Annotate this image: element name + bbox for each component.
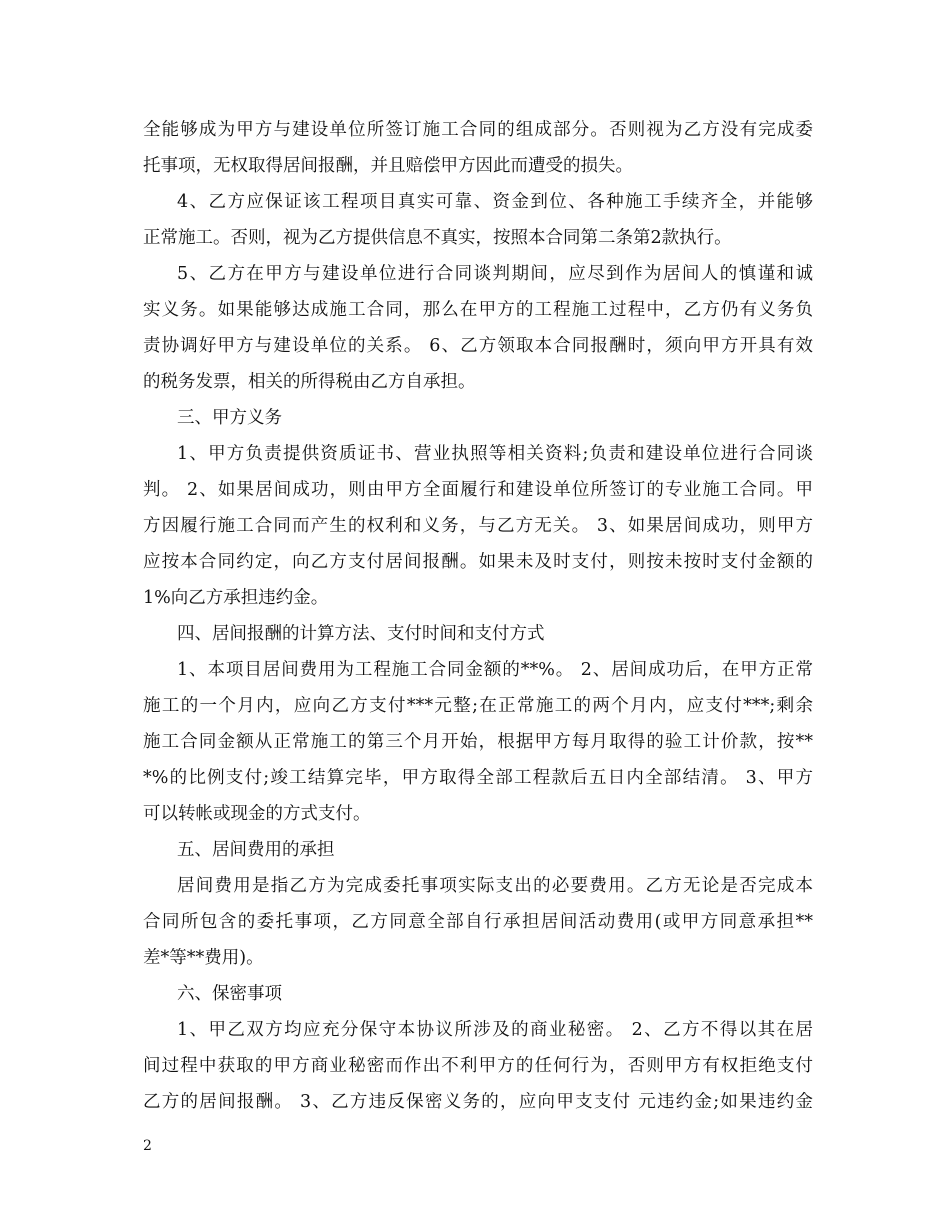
document-body xyxy=(143,112,813,1120)
text-line: 可以转帐或现金的方式支付。 xyxy=(143,804,371,824)
text-line: 1%向乙方承担违约金。 xyxy=(143,588,329,608)
text-line: 1、甲方负责提供资质证书、营业执照等相关资料;负责和建设单位进行合同谈 xyxy=(177,444,813,464)
text-line: 施工合同金额从正常施工的第三个月开始，根据甲方每月取得的验工计价款，按** xyxy=(143,732,813,752)
text-line: 1、甲乙双方均应充分保守本协议所涉及的商业秘密。 2、乙方不得以其在居 xyxy=(177,1020,813,1040)
section-heading: 三、甲方义务 xyxy=(177,408,282,428)
text-line: *%的比例支付;竣工结算完毕，甲方取得全部工程款后五日内全部结清。 3、甲方 xyxy=(143,768,813,788)
text-line: 实义务。如果能够达成施工合同，那么在甲方的工程施工过程中，乙方仍有义务负 xyxy=(143,300,813,320)
page-number: 2 xyxy=(143,1138,152,1154)
section-heading: 五、居间费用的承担 xyxy=(177,840,335,860)
text-line: 间过程中获取的甲方商业秘密而作出不利甲方的任何行为，否则甲方有权拒绝支付 xyxy=(143,1056,813,1076)
section-heading: 四、居间报酬的计算方法、支付时间和支付方式 xyxy=(177,624,545,644)
text-line: 居间费用是指乙方为完成委托事项实际支出的必要费用。乙方无论是否完成本 xyxy=(177,876,813,896)
section-heading: 六、保密事项 xyxy=(177,984,282,1004)
text-line: 1、本项目居间费用为工程施工合同金额的**%。 2、居间成功后，在甲方正常 xyxy=(177,660,813,680)
text-line: 差*等**费用)。 xyxy=(143,948,264,968)
text-line: 方因履行施工合同而产生的权利和义务，与乙方无关。 3、如果居间成功，则甲方 xyxy=(143,516,813,536)
text-line: 合同所包含的委托事项，乙方同意全部自行承担居间活动费用(或甲方同意承担** xyxy=(143,912,813,932)
text-line: 应按本合同约定，向乙方支付居间报酬。如果未及时支付，则按未按时支付金额的 xyxy=(143,552,813,572)
text-line: 判。 2、如果居间成功，则由甲方全面履行和建设单位所签订的专业施工合同。甲 xyxy=(143,480,813,500)
text-line: 全能够成为甲方与建设单位所签订施工合同的组成部分。否则视为乙方没有完成委 xyxy=(143,120,813,140)
text-line: 乙方的居间报酬。 3、乙方违反保密义务的，应向甲支支付 元违约金;如果违约金 xyxy=(143,1092,813,1112)
text-line: 托事项，无权取得居间报酬，并且赔偿甲方因此而遭受的损失。 xyxy=(143,156,633,176)
text-line: 4、乙方应保证该工程项目真实可靠、资金到位、各种施工手续齐全，并能够 xyxy=(177,192,813,212)
text-line: 的税务发票，相关的所得税由乙方自承担。 xyxy=(143,372,476,392)
text-line: 施工的一个月内，应向乙方支付***元整;在正常施工的两个月内，应支付***;剩余 xyxy=(143,696,813,716)
text-line: 5、乙方在甲方与建设单位进行合同谈判期间，应尽到作为居间人的慎谨和诚 xyxy=(177,264,813,284)
text-line: 正常施工。否则，视为乙方提供信息不真实，按照本合同第二条第2款执行。 xyxy=(143,228,732,248)
text-line: 责协调好甲方与建设单位的关系。 6、乙方领取本合同报酬时，须向甲方开具有效 xyxy=(143,336,813,356)
